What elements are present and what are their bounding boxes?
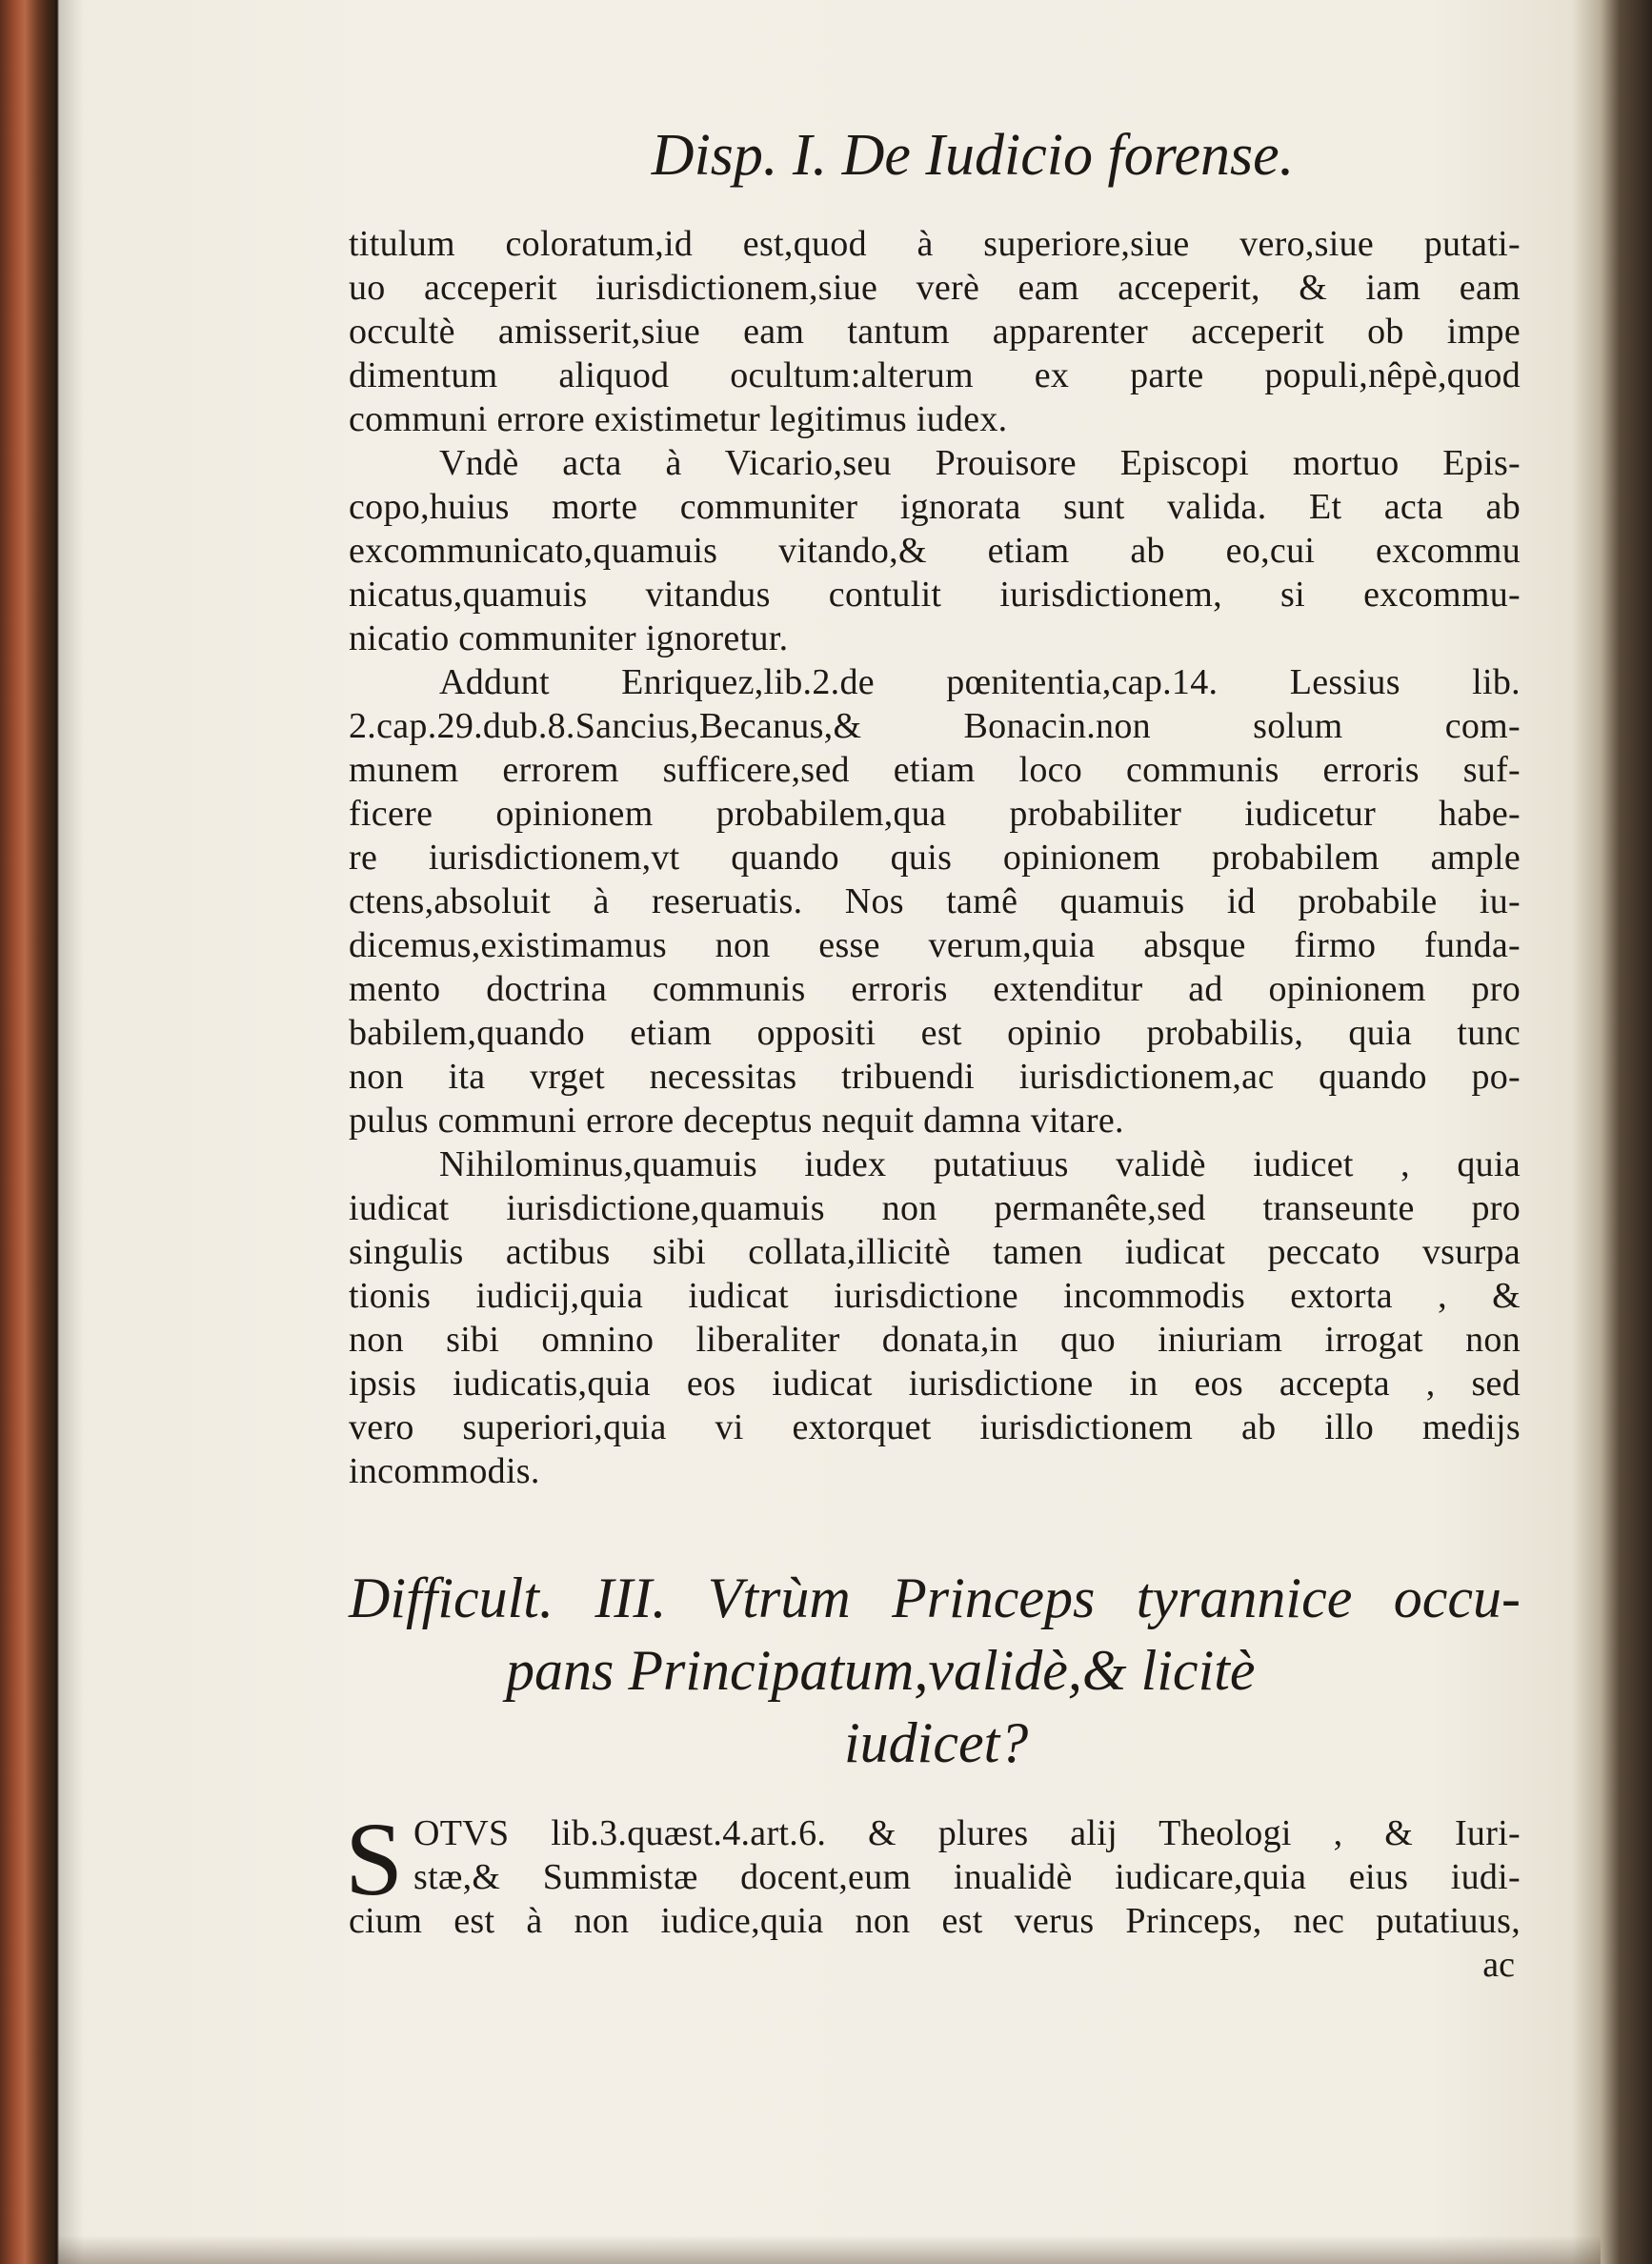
text-line: munem errorem sufficere,sed etiam loco communis erroris suf-	[349, 750, 1521, 790]
text-line: OTVS lib.3.quæst.4.art.6. & plures alij Theologi , & Iuri-	[413, 1813, 1521, 1853]
text-line: ctens,absoluit à reseruatis. Nos tamê quamuis id probabile iu-	[349, 881, 1521, 921]
paragraph-3	[349, 660, 1521, 1142]
heading-line: iudicet?	[844, 1711, 1029, 1774]
text-block	[345, 112, 1521, 1987]
text-line: mento doctrina communis erroris extenditur ad opinionem pro	[349, 969, 1521, 1009]
text-line: Addunt Enriquez,lib.2.de pœnitentia,cap.14. Lessius lib.	[439, 662, 1521, 702]
section-heading	[349, 1562, 1521, 1779]
text-line: 2.cap.29.dub.8.Sancius,Becanus,& Bonacin.non solum com-	[349, 706, 1521, 746]
running-head: Disp. I. De Iudicio forense.	[651, 123, 1295, 188]
text-line: copo,huius morte communiter ignorata sunt valida. Et acta ab	[349, 487, 1521, 527]
text-line: uo acceperit iurisdictionem,siue verè eam acceperit, & iam eam	[349, 268, 1521, 308]
text-line: non ita vrget necessitas tribuendi iurisdictionem,ac quando po-	[349, 1057, 1521, 1097]
text-line: occultè amisserit,siue eam tantum apparenter acceperit ob impe	[349, 312, 1521, 352]
text-line: singulis actibus sibi collata,illicitè tamen iudicat peccato vsurpa	[349, 1232, 1521, 1272]
text-line: vero superiori,quia vi extorquet iurisdictionem ab illo medijs	[349, 1407, 1521, 1447]
text-line: babilem,quando etiam oppositi est opinio probabilis, quia tunc	[349, 1013, 1521, 1053]
text-line: dicemus,existimamus non esse verum,quia absque firmo funda-	[349, 925, 1521, 965]
text-line: nicatio communiter ignoretur.	[349, 618, 789, 658]
paragraph-2	[349, 441, 1521, 660]
text-line: incommodis.	[349, 1451, 540, 1491]
bottom-edge-shadow	[57, 2235, 1601, 2264]
heading-line: pans Principatum,validè,& licitè	[506, 1639, 1256, 1702]
gutter-shadow	[55, 0, 84, 2264]
text-line: titulum coloratum,id est,quod à superiore,siue vero,siue putati-	[349, 224, 1521, 264]
text-line: Vndè acta à Vicario,seu Prouisore Episcopi mortuo Epis-	[439, 443, 1521, 483]
heading-line: Difficult. III. Vtrùm Princeps tyrannice occu-	[349, 1567, 1521, 1629]
text-line: non sibi omnino liberaliter donata,in quo iniuriam irrogat non	[349, 1320, 1521, 1360]
text-line: nicatus,quamuis vitandus contulit iurisdictionem, si excommu-	[349, 575, 1521, 615]
text-line: pulus communi errore deceptus nequit damna vitare.	[349, 1101, 1124, 1141]
text-line: iudicat iurisdictione,quamuis non permanête,sed transeunte pro	[349, 1188, 1521, 1228]
paragraph-4	[349, 1142, 1521, 1493]
catchword: ac	[1482, 1945, 1515, 1985]
text-line: ipsis iudicatis,quia eos iudicat iurisdictione in eos accepta , sed	[349, 1364, 1521, 1404]
text-line: tionis iudicij,quia iudicat iurisdictione incommodis extorta , &	[349, 1276, 1521, 1316]
drop-cap: S	[345, 1801, 404, 1917]
text-line: Nihilominus,quamuis iudex putatiuus validè iudicet , quia	[439, 1144, 1521, 1184]
section-text	[345, 1801, 1521, 1987]
text-line: excommunicato,quamuis vitando,& etiam ab eo,cui excommu	[349, 531, 1521, 571]
text-line: re iurisdictionem,vt quando quis opinionem probabilem ample	[349, 838, 1521, 878]
text-line: cium est à non iudice,quia non est verus Princeps, nec putatiuus,	[349, 1901, 1521, 1941]
paragraph-1	[349, 222, 1521, 441]
text-line: stæ,& Summistæ docent,eum inualidè iudicare,quia eius iudi-	[413, 1857, 1521, 1897]
text-line: dimentum aliquod ocultum:alterum ex parte populi,nêpè,quod	[349, 355, 1521, 395]
text-line: communi errore existimetur legitimus iudex.	[349, 399, 1008, 439]
text-line: ficere opinionem probabilem,qua probabiliter iudicetur habe-	[349, 794, 1521, 834]
